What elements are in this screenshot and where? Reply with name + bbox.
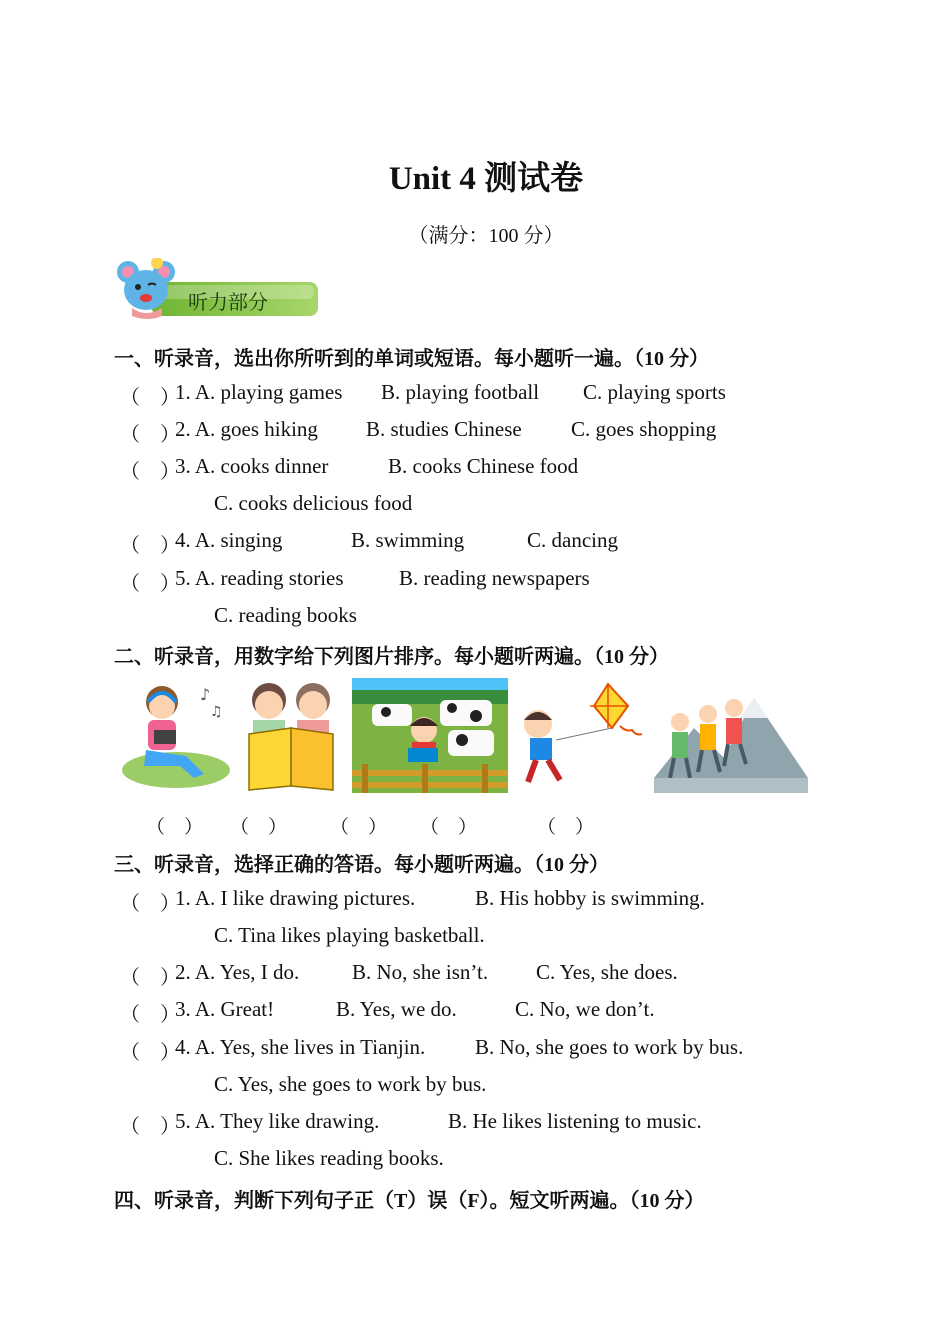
option-c: C. Yes, she does. (536, 960, 678, 984)
option-a: 2. A. goes hiking (175, 417, 318, 441)
listening-banner (112, 258, 322, 320)
answer-blank[interactable]: （ ） (120, 387, 180, 409)
section-2-heading: 二、听录音，用数字给下列图片排序。每小题听两遍。（10 分） (114, 646, 669, 668)
answer-blank[interactable]: （ ） (120, 573, 180, 595)
answer-blank[interactable]: （ ） (120, 535, 180, 557)
option-b: B. No, she goes to work by bus. (475, 1035, 744, 1059)
option-c: C. cooks delicious food (214, 491, 413, 515)
picture-order-blank-2[interactable]: （ ） (230, 817, 288, 838)
option-c: C. She likes reading books. (214, 1146, 444, 1170)
picture-reading-together (243, 678, 339, 793)
option-c: C. reading books (214, 603, 357, 627)
answer-blank[interactable]: （ ） (120, 1116, 180, 1138)
option-a: 2. A. Yes, I do. (175, 960, 300, 984)
option-a: 3. A. cooks dinner (175, 454, 329, 478)
section-1-heading: 一、听录音，选出你所听到的单词或短语。每小题听一遍。（10 分） (114, 348, 709, 370)
option-c: C. Tina likes playing basketball. (214, 923, 485, 947)
picture-reading-on-farm (352, 678, 508, 793)
option-b: B. reading newspapers (399, 566, 590, 590)
svg-text:♪: ♪ (200, 685, 211, 704)
option-b: B. He likes listening to music. (448, 1109, 702, 1133)
section-4-heading: 四、听录音，判断下列句子正（T）误（F）。短文听两遍。（10 分） (114, 1190, 705, 1212)
answer-blank[interactable]: （ ） (120, 461, 180, 483)
picture-order-blank-4[interactable]: （ ） (420, 817, 478, 838)
option-c: C. Yes, she goes to work by bus. (214, 1072, 487, 1096)
section-3-heading: 三、听录音，选择正确的答语。每小题听两遍。（10 分） (114, 854, 609, 876)
option-b: B. No, she isn’t. (352, 960, 489, 984)
option-a: 1. A. playing games (175, 380, 343, 404)
answer-blank[interactable]: （ ） (120, 967, 180, 989)
option-c: C. dancing (527, 528, 618, 552)
full-score-note: （满分：100 分） (408, 225, 564, 247)
banner-label: 听力部分 (188, 290, 268, 314)
option-b: B. cooks Chinese food (388, 454, 579, 478)
option-c: C. playing sports (583, 380, 726, 404)
answer-blank[interactable]: （ ） (120, 424, 180, 446)
picture-order-blank-1[interactable]: （ ） (146, 817, 204, 838)
option-a: 5. A. reading stories (175, 566, 344, 590)
option-a: 4. A. singing (175, 528, 283, 552)
option-c: C. goes shopping (571, 417, 717, 441)
option-c: C. No, we don’t. (515, 997, 655, 1021)
option-a: 5. A. They like drawing. (175, 1109, 380, 1133)
option-a: 3. A. Great! (175, 997, 275, 1021)
answer-blank[interactable]: （ ） (120, 1004, 180, 1026)
picture-listening-music (118, 678, 230, 793)
option-a: 4. A. Yes, she lives in Tianjin. (175, 1035, 426, 1059)
answer-blank[interactable]: （ ） (120, 1042, 180, 1064)
picture-hiking-mountain (654, 678, 808, 793)
option-b: B. Yes, we do. (336, 997, 457, 1021)
page-title: Unit 4 测试卷 (388, 161, 584, 197)
option-b: B. His hobby is swimming. (475, 886, 705, 910)
picture-flying-kite (516, 678, 646, 793)
option-b: B. swimming (351, 528, 465, 552)
answer-blank[interactable]: （ ） (120, 893, 180, 915)
option-b: B. playing football (381, 380, 540, 404)
option-b: B. studies Chinese (366, 417, 522, 441)
option-a: 1. A. I like drawing pictures. (175, 886, 416, 910)
picture-order-blank-5[interactable]: （ ） (537, 817, 595, 838)
svg-text:♫: ♫ (210, 704, 223, 720)
picture-order-blank-3[interactable]: （ ） (330, 817, 388, 838)
